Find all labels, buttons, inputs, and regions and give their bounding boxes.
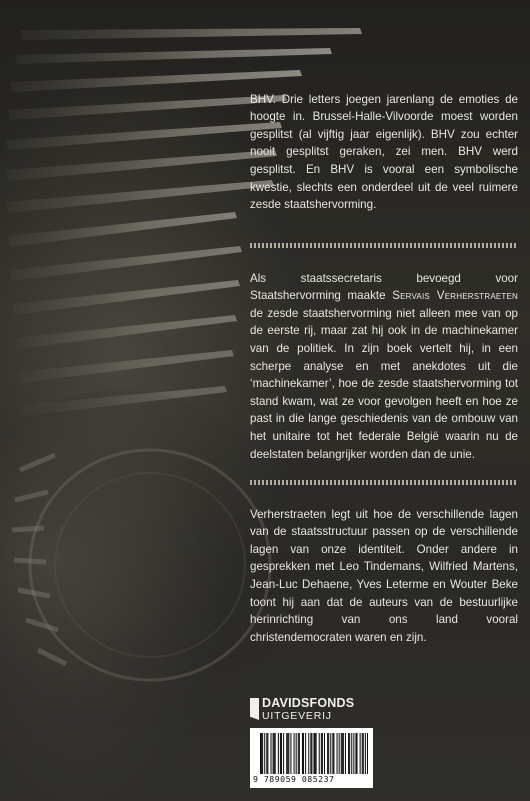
summary-text-start: Als staatssecretaris bevoegd voor Staatshervorming maakte — [250, 271, 518, 303]
publisher-logo — [250, 697, 370, 723]
author-name: Servais Verherstraeten — [392, 289, 518, 303]
dotted-divider — [250, 243, 518, 248]
summary-text-end: de zesde staatshervorming niet alleen mee van op de eerste rij, maar zat hij ook in de machinekamer van de politiek. In zijn boek vertelt hij, in een scherpe analyse en met anekdotes uit die ‘machinekamer’, hoe de zesde staatshervorming tot stand kwam, wat ze voor gevolgen heeft en hoe ze past in die lange geschiedenis van de ombouw van het unitaire tot het federale België waarin nu de deelstaten belangrijker worden dan de unie. — [250, 306, 518, 461]
publisher-subtitle: UITGEVERIJ — [262, 710, 332, 722]
closing-paragraph: Verherstraeten legt uit hoe de verschillende lagen van de staatsstructuur passen op de verschillende lagen van onze identiteit. Onder andere in gesprekken met Leo Tindemans, Wilfried Martens, Jean-Luc Dehaene, Yves Leterme en Wouter Beke toont hij aan dat de auteurs van de bestuurlijke herinrichting van ons land vooral christendemocraten waren en zijn. — [250, 507, 518, 644]
barcode-bars — [260, 733, 368, 774]
davidsfonds-mark-icon — [250, 698, 259, 720]
isbn-barcode — [250, 728, 373, 788]
dotted-divider — [250, 480, 518, 485]
publisher-name: DAVIDSFONDS — [262, 696, 355, 710]
summary-paragraph — [250, 270, 518, 464]
barcode-digits: 9 789059 085237 — [253, 774, 335, 784]
intro-paragraph: BHV. Drie letters joegen jarenlang de emoties de hoogte in. Brussel-Halle-Vilvoorde moest worden gesplitst (al vijftig jaar eigenlijk). BHV zou echter nooit gesplitst geraken, zei men. BHV werd gesplitst. En BHV is vooral een symbolische kwestie, slechts een onderdeel uit de veel ruimere zesde staatshervorming. — [250, 92, 518, 212]
